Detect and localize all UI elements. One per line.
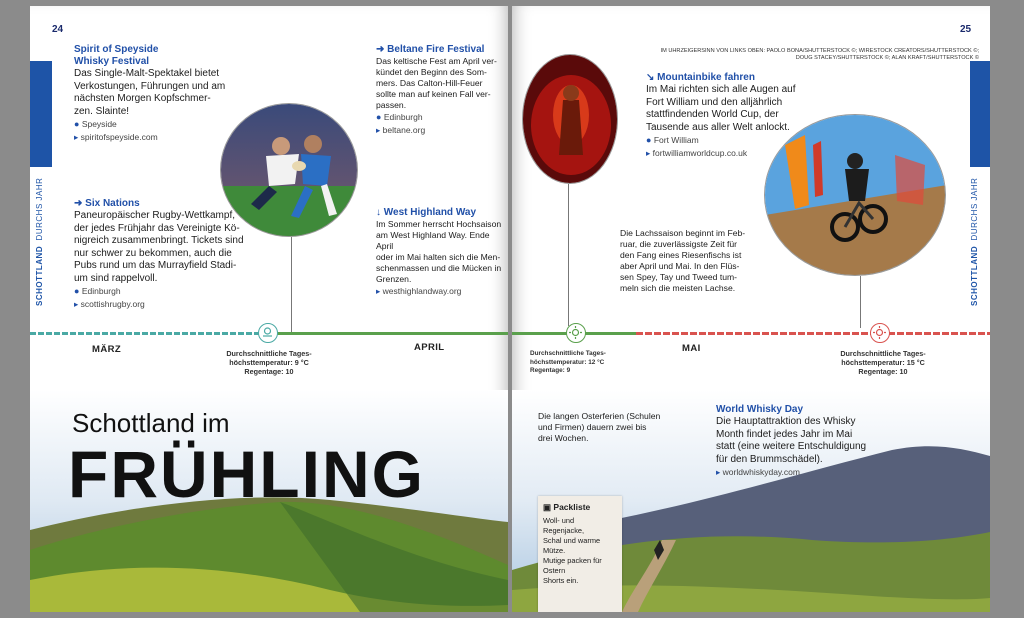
fire-festival-photo (522, 54, 618, 184)
west-highland-text-3: oder im Mai halten sich die Men- (376, 252, 501, 262)
easter-text-1: Die langen Osterferien (Schulen (538, 411, 661, 421)
west-highland-text-5: Grenzen. (376, 274, 412, 284)
may-weather: Durchschnittliche Tages- höchsttemperatur: 15 °C Regentage: 10 (840, 349, 926, 376)
month-april: APRIL (414, 342, 445, 353)
six-nations-text-5: Pubs rund um das Murrayfield Stadi- (74, 260, 237, 271)
rugby-photo (220, 103, 358, 237)
speyside-text-1: Das Single-Malt-Spektakel bietet (74, 68, 220, 79)
weather-sun-icon (870, 323, 890, 343)
whisky-day-text-2: Month findet jedes Jahr im Mai (716, 428, 853, 440)
six-nations-text-3: nigreich zusammenbringt. Tickets sind (74, 235, 244, 246)
salmon-text-6: meln sich die meisten Lachse. (620, 283, 736, 293)
beltane-text-2: kündet den Beginn des Som- (376, 67, 487, 77)
six-nations-location: ● Edinburgh (74, 286, 121, 296)
beltane-block (376, 44, 506, 137)
west-highland-title: ↓ West Highland Way (376, 207, 477, 218)
mountainbike-location: ● Fort William (646, 135, 699, 145)
salmon-text-2: ruar, die zuverlässigste Zeit für (620, 239, 738, 249)
connector-line (860, 276, 861, 328)
six-nations-text-1: Paneuropäischer Rugby-Wettkampf, (74, 210, 236, 221)
timeline-april (266, 332, 508, 335)
packliste-text-1: Woll- und Regenjacke, (543, 516, 585, 535)
location-pin-icon: ● (646, 135, 652, 145)
arrow-down-icon: ↓ (376, 207, 381, 218)
side-label-right: SCHOTTLAND DURCHS JAHR (970, 177, 979, 306)
beltane-text-4: sollte man auf keinen Fall ver- (376, 89, 491, 99)
rugby-illustration (221, 104, 358, 237)
location-pin-icon: ● (74, 119, 80, 129)
link-arrow-icon: ▸ (376, 125, 381, 135)
mountainbike-text-2: Fort William und den alljährlich (646, 96, 783, 108)
left-page (30, 6, 508, 612)
six-nations-title: ➜ Six Nations (74, 198, 140, 209)
whisky-day-title: World Whisky Day (716, 404, 804, 415)
right-page (512, 6, 990, 612)
connector-line (291, 237, 292, 335)
arrow-right-icon: ➜ (376, 44, 385, 55)
timeline-may (636, 332, 990, 335)
whisky-day-link[interactable]: ▸ worldwhiskyday.com (716, 467, 800, 477)
speyside-text-2: Verkostungen, Führungen und am (74, 80, 226, 92)
whisky-day-text-4: für den Brummschädel). (716, 453, 823, 465)
weather-sun-icon (566, 323, 586, 343)
speyside-title-1: Spirit of Speyside (74, 44, 159, 55)
headline-big: FRÜHLING (68, 437, 425, 511)
whisky-day-text-3: statt (eine weitere Entschuldigung (716, 441, 867, 452)
location-pin-icon: ● (376, 112, 382, 122)
salmon-text-1: Die Lachssaison beginnt im Feb- (620, 228, 746, 238)
packliste-text-3: Mutige packen für Ostern (543, 556, 602, 575)
mountainbike-text-4: Tausende aus aller Welt anlockt. (646, 121, 790, 133)
six-nations-link[interactable]: ▸ scottishrugby.org (74, 299, 145, 309)
salmon-block (620, 228, 780, 294)
beltane-text-3: mers. Das Calton-Hill-Feuer (376, 78, 483, 88)
beltane-location: ● Edinburgh (376, 112, 423, 122)
connector-line (568, 184, 569, 326)
location-pin-icon: ● (74, 286, 80, 296)
arrow-right-icon: ➜ (74, 198, 83, 209)
weather-sun-cloud-icon (258, 323, 278, 343)
beltane-text-5: passen. (376, 100, 407, 110)
timeline-march (30, 332, 266, 335)
link-arrow-icon: ▸ (74, 299, 79, 309)
beltane-title: ➜ Beltane Fire Festival (376, 44, 485, 55)
side-label-left: SCHOTTLAND DURCHS JAHR (35, 177, 44, 306)
six-nations-text-4: nur schwer zu bekommen, auch die (74, 247, 232, 259)
west-highland-link[interactable]: ▸ westhighlandway.org (376, 286, 462, 296)
speyside-title-2: Whisky Festival (74, 56, 150, 67)
packliste-card (538, 496, 622, 612)
mountainbike-text-1: Im Mai richten sich alle Augen auf (646, 84, 796, 95)
side-tab-left (30, 61, 52, 167)
page-number-left: 24 (52, 24, 64, 35)
mountainbike-photo (764, 114, 946, 276)
packliste-text-2: Schal und warme Mütze. (543, 536, 601, 555)
beltane-link[interactable]: ▸ beltane.org (376, 125, 426, 135)
west-highland-block (376, 207, 506, 298)
side-tab-right (970, 61, 990, 167)
mountainbike-link[interactable]: ▸ fortwilliamworldcup.co.uk (646, 148, 748, 158)
mountainbike-text-3: stattfindenden World Cup, der (646, 109, 779, 120)
mountainbike-illustration (765, 115, 946, 276)
six-nations-text-6: um sind rappelvoll. (74, 272, 158, 284)
mountainbike-title: ↘ Mountainbike fahren (646, 72, 755, 83)
link-arrow-icon: ▸ (646, 148, 651, 158)
beltane-text-1: Das keltische Fest am April ver- (376, 56, 497, 66)
photo-credits: IM UHRZEIGERSINN VON LINKS OBEN: PAOLO BONA/SHUTTERSTOCK ©; WIRESTOCK CREATORS/SHUTTERSTOCK ©; DOUG STACEY/SHUTTERSTOCK ©; ALAN KRAFT/SHUTTERSTOCK © (660, 48, 979, 61)
speyside-text-3: nächsten Morgen Kopfschmer- (74, 93, 211, 104)
page-number-right: 25 (960, 24, 972, 35)
arrow-down-right-icon: ↘ (646, 72, 655, 83)
speyside-link[interactable]: ▸ spiritofspeyside.com (74, 132, 158, 142)
easter-text-2: und Firmen) dauern zwei bis (538, 422, 647, 432)
west-highland-text-4: schenmassen und die Mücken in (376, 263, 502, 273)
link-arrow-icon: ▸ (74, 132, 79, 142)
march-weather: Durchschnittliche Tages- höchsttemperatur: 9 °C Regentage: 10 (226, 349, 312, 376)
west-highland-text-2: am West Highland Way. Ende April (376, 230, 490, 251)
salmon-text-3: den Fang eines Riesenfischs ist (620, 250, 742, 260)
month-may: MAI (682, 343, 701, 354)
headline-small: Schottland im (72, 408, 230, 438)
speyside-text-4: zen. Slainte! (74, 105, 130, 117)
month-march: MÄRZ (92, 344, 122, 355)
april-weather: Durchschnittliche Tages- höchsttemperatur: 12 °C Regentage: 9 (530, 350, 606, 374)
salmon-text-5: sen Spey, Tay und Tweed tum- (620, 272, 738, 282)
packliste-text-4: Shorts ein. (543, 576, 579, 585)
packliste-title: ▣ Packliste (543, 502, 591, 512)
easter-text-3: drei Wochen. (538, 433, 589, 443)
backpack-icon: ▣ (543, 502, 552, 512)
salmon-text-4: aber April und Mai. In den Flüs- (620, 261, 740, 271)
whisky-day-block (716, 404, 916, 479)
easter-block (538, 411, 678, 444)
fire-illustration (523, 55, 618, 184)
six-nations-text-2: der jedes Frühjahr das Vereinigte Kö- (74, 222, 240, 234)
link-arrow-icon: ▸ (376, 286, 381, 296)
speyside-location: ● Speyside (74, 119, 117, 129)
link-arrow-icon: ▸ (716, 467, 721, 477)
whisky-day-text-1: Die Hauptattraktion des Whisky (716, 416, 856, 427)
west-highland-text-1: Im Sommer herrscht Hochsaison (376, 219, 502, 229)
speyside-block (74, 44, 254, 144)
